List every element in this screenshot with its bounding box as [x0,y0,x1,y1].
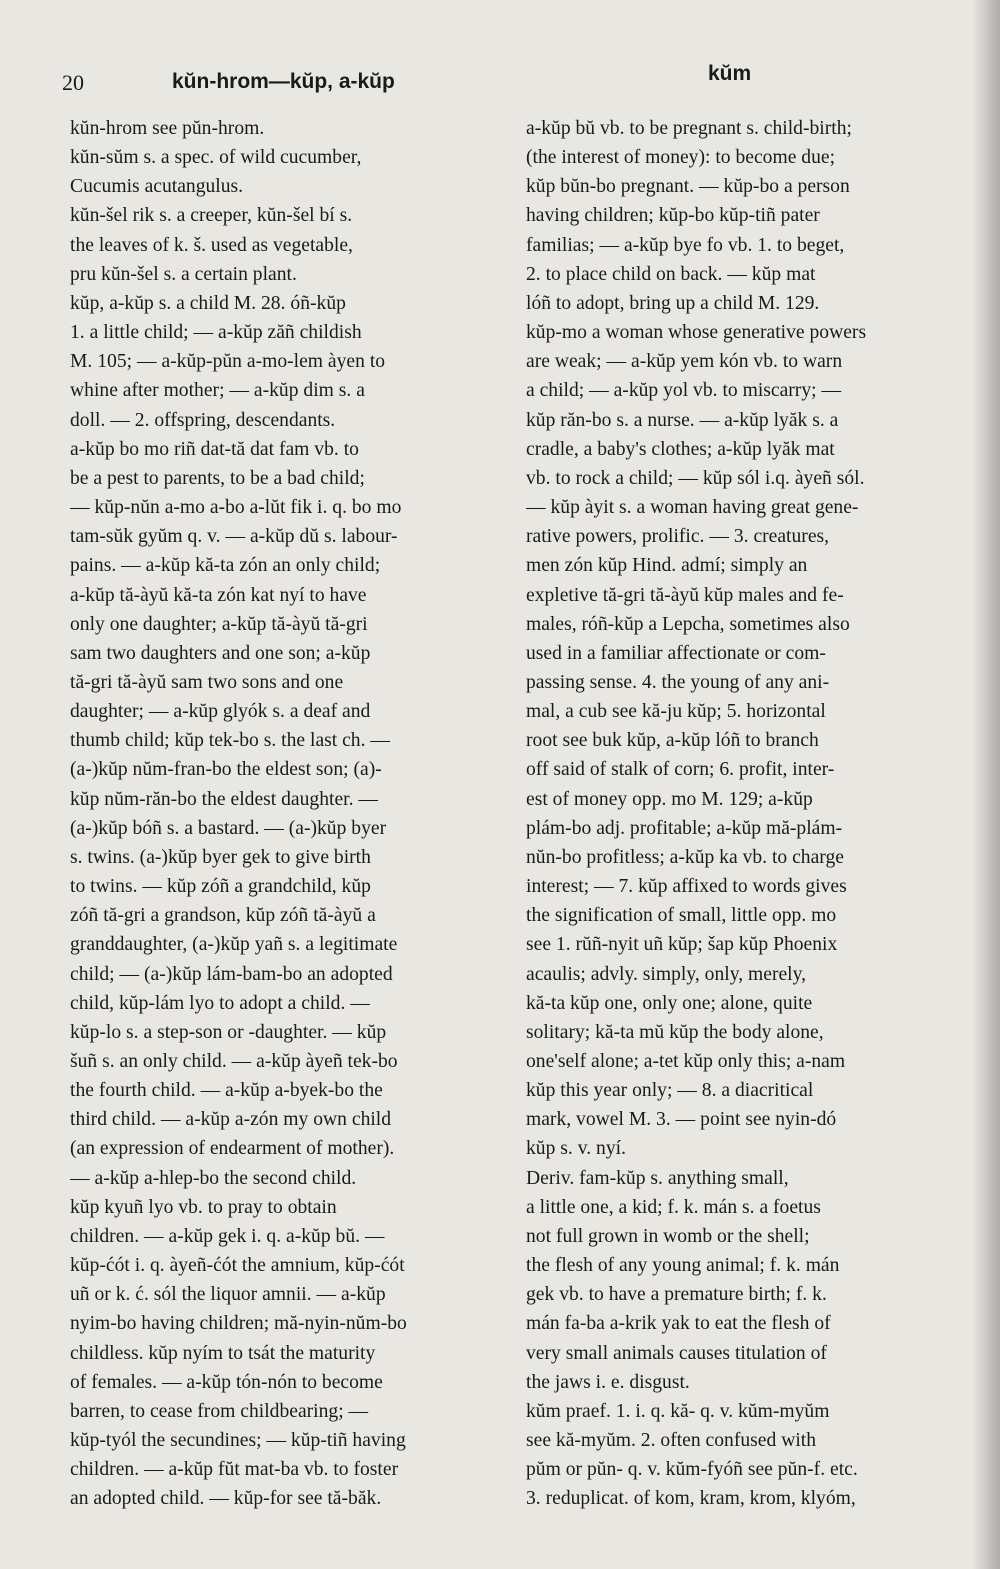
right-column-line: Deriv. fam-kŭp s. anything small, [526,1167,789,1189]
left-column-line: daughter; — a-kŭp glyók s. a deaf and [70,701,371,723]
right-column-line: are weak; — a-kŭp yem kón vb. to warn [526,351,843,373]
left-column-line: kŭp-tyól the secundines; — kŭp-tiñ having [70,1430,406,1452]
page-number: 20 [62,70,84,95]
left-column-line: sam two daughters and one son; a-kŭp [70,642,371,664]
right-column-line: gek vb. to have a premature birth; f. k. [526,1284,827,1306]
right-column-line: mal, a cub see kă-ju kŭp; 5. horizontal [526,701,826,723]
right-column-line: males, róñ-kŭp a Lepcha, sometimes also [526,613,850,635]
page-edge-shadow [972,0,1000,1569]
right-column-line: kŭp-mo a woman whose generative powers [526,322,867,344]
right-column-line: not full grown in womb or the shell; [526,1225,810,1247]
left-column-line: be a pest to parents, to be a bad child; [70,467,365,489]
left-column-line: kŭn-šel rik s. a creeper, kŭn-šel bí s. [70,205,353,227]
left-column-line: children. — a-kŭp fŭt mat-ba vb. to foster [70,1459,399,1481]
left-column-line: a-kŭp tă-àyŭ kă-ta zón kat nyí to have [70,584,367,606]
left-column-line: — a-kŭp a-hlep-bo the second child. [70,1167,357,1189]
right-column-line: kŭp răn-bo s. a nurse. — a-kŭp lyăk s. a [526,409,839,431]
left-column-line: kŭp-ćót i. q. àyeñ-ćót the amnium, kŭp-ćót [70,1255,405,1277]
right-column-line: kŭp bŭn-bo pregnant. — kŭp-bo a person [526,176,850,198]
right-column-line: kŭp this year only; — 8. a diacritical [526,1080,814,1102]
left-column-line: an adopted child. — kŭp-for see tă-băk. [70,1488,382,1510]
left-column-line: barren, to cease from childbearing; — [70,1400,369,1422]
right-column-line: one'self alone; a-tet kŭp only this; a-nam [526,1051,846,1072]
right-column-line: mán fa-ba a-krik yak to eat the flesh of [526,1313,831,1335]
right-column-line: vb. to rock a child; — kŭp sól i.q. àyeñ sól. [526,467,865,489]
right-column-line: 2. to place child on back. — kŭp mat [526,263,816,285]
left-column-line: — kŭp-nŭn a-mo a-bo a-lŭt fik i. q. bo mo [70,497,402,519]
right-column-line: off said of stalk of corn; 6. profit, inter- [526,759,835,781]
left-column-line: whine after mother; — a-kŭp dim s. a [70,380,365,402]
right-column [526,114,956,1514]
left-column-line: a-kŭp bo mo riñ dat-tă dat fam vb. to [70,438,359,460]
right-column-line: having children; kŭp-bo kŭp-tiñ pater [526,205,820,227]
left-column-line: pru kŭn-šel s. a certain plant. [70,263,297,285]
right-column-line: the flesh of any young animal; f. k. mán [526,1255,840,1277]
left-column-line: kŭn-sŭm s. a spec. of wild cucumber, [70,147,362,169]
left-column-line: s. twins. (a-)kŭp byer gek to give birth [70,846,371,868]
left-column-line: child, kŭp-lám lyo to adopt a child. — [70,992,370,1014]
left-column-line: only one daughter; a-kŭp tă-àyŭ tă-gri [70,613,368,635]
left-column-line: (an expression of endearment of mother). [70,1138,395,1160]
right-column-line: est of money opp. mo M. 129; a-kŭp [526,788,813,810]
right-column-line: kŭm praef. 1. i. q. kă- q. v. kŭm-myŭm [526,1400,830,1422]
right-column-line: 3. reduplicat. of kom, kram, krom, klyóm, [526,1488,856,1510]
right-column-line: rative powers, prolific. — 3. creatures, [526,526,830,548]
left-column-line: granddaughter, (a-)kŭp yañ s. a legitimate [70,934,398,956]
left-column-line: zóñ tă-gri a grandson, kŭp zóñ tă-àyŭ a [70,905,376,927]
right-column-line: cradle, a baby's clothes; a-kŭp lyăk mat [526,438,835,460]
left-column-line: the fourth child. — a-kŭp a-byek-bo the [70,1080,383,1102]
right-column-line: familias; — a-kŭp bye fo vb. 1. to beget, [526,234,845,256]
right-column-line: interest; — 7. kŭp affixed to words gives [526,876,847,898]
right-column-line: see kă-myŭm. 2. often confused with [526,1430,817,1452]
right-column-line: see 1. rŭñ-nyit uñ kŭp; šap kŭp Phoenix [526,934,838,956]
left-column-line: tam-sŭk gyŭm q. v. — a-kŭp dŭ s. labour- [70,526,398,548]
left-column-line: thumb child; kŭp tek-bo s. the last ch. — [70,730,390,752]
right-column-line: a-kŭp bŭ vb. to be pregnant s. child-birth; [526,118,852,139]
left-column-line: the leaves of k. š. used as vegetable, [70,234,353,256]
left-column-line: 1. a little child; — a-kŭp zăñ childish [70,322,362,344]
left-column-line: kŭp, a-kŭp s. a child M. 28. óñ-kŭp [70,292,346,314]
left-column-line: (a-)kŭp bóñ s. a bastard. — (a-)kŭp byer [70,817,387,839]
left-column-line: third child. — a-kŭp a-zón my own child [70,1109,392,1131]
right-column-line: — kŭp àyit s. a woman having great gene- [526,497,859,519]
left-column-line: kŭp kyuñ lyo vb. to pray to obtain [70,1196,337,1218]
left-column-line: uñ or k. ć. sól the liquor amnii. — a-kŭp [70,1284,386,1306]
left-column-line: tă-gri tă-àyŭ sam two sons and one [70,671,344,693]
right-column-line: acaulis; advly. simply, only, merely, [526,963,807,985]
left-column-line: šuñ s. an only child. — a-kŭp àyeñ tek-bo [70,1051,398,1072]
left-column-line: doll. — 2. offspring, descendants. [70,409,336,431]
right-column-line: the signification of small, little opp. mo [526,905,837,927]
left-column-line: M. 105; — a-kŭp-pŭn a-mo-lem àyen to [70,351,386,373]
right-column-line: a little one, a kid; f. k. mán s. a foetus [526,1196,821,1218]
left-column-line: (a-)kŭp nŭm-fran-bo the eldest son; (a)- [70,759,382,781]
right-column-line: a child; — a-kŭp yol vb. to miscarry; — [526,380,842,402]
right-column-line: expletive tă-gri tă-àyŭ kŭp males and fe- [526,584,844,606]
right-column-line: root see buk kŭp, a-kŭp lóñ to branch [526,730,819,752]
right-column-line: plám-bo adj. profitable; a-kŭp mă-plám- [526,817,843,839]
left-column-line: to twins. — kŭp zóñ a grandchild, kŭp [70,876,371,898]
right-column-line: passing sense. 4. the young of any ani- [526,671,830,693]
left-column-line: child; — (a-)kŭp lám-bam-bo an adopted [70,963,393,985]
left-column-line: pains. — a-kŭp kă-ta zón an only child; [70,555,381,577]
right-column-line: pŭm or pŭn- q. v. kŭm-fyóñ see pŭn-f. etc. [526,1459,858,1481]
right-column-line: kă-ta kŭp one, only one; alone, quite [526,992,813,1014]
right-column-line: kŭp s. v. nyí. [526,1138,626,1160]
right-column-line: the jaws i. e. disgust. [526,1371,690,1393]
running-head-right: kŭm [708,62,752,85]
left-column-line: childless. kŭp nyím to tsát the maturity [70,1342,376,1364]
left-column-line: children. — a-kŭp gek i. q. a-kŭp bŭ. — [70,1225,385,1247]
left-column-line: nyim-bo having children; mă-nyin-nŭm-bo [70,1313,407,1335]
right-column-line: very small animals causes titulation of [526,1342,827,1364]
right-column-line: (the interest of money): to become due; [526,147,836,169]
left-column-line: kŭp-lo s. a step-son or -daughter. — kŭp [70,1021,387,1043]
right-column-line: lóñ to adopt, bring up a child M. 129. [526,292,820,314]
right-column-line: mark, vowel M. 3. — point see nyin-dó [526,1109,837,1131]
left-column-line: Cucumis acutangulus. [70,176,244,198]
left-column-line: kŭn-hrom see pŭn-hrom. [70,118,265,139]
left-column-line: kŭp nŭm-răn-bo the eldest daughter. — [70,788,378,810]
running-head-left: kŭn-hrom—kŭp, a-kŭp [172,70,395,93]
right-column-line: used in a familiar affectionate or com- [526,642,826,664]
right-column-line: solitary; kă-ta mŭ kŭp the body alone, [526,1021,824,1043]
left-column-line: of females. — a-kŭp tón-nón to become [70,1371,383,1393]
right-column-line: men zón kŭp Hind. admí; simply an [526,555,808,577]
right-column-line: nŭn-bo profitless; a-kŭp ka vb. to charge [526,846,844,868]
left-column [70,114,500,1514]
